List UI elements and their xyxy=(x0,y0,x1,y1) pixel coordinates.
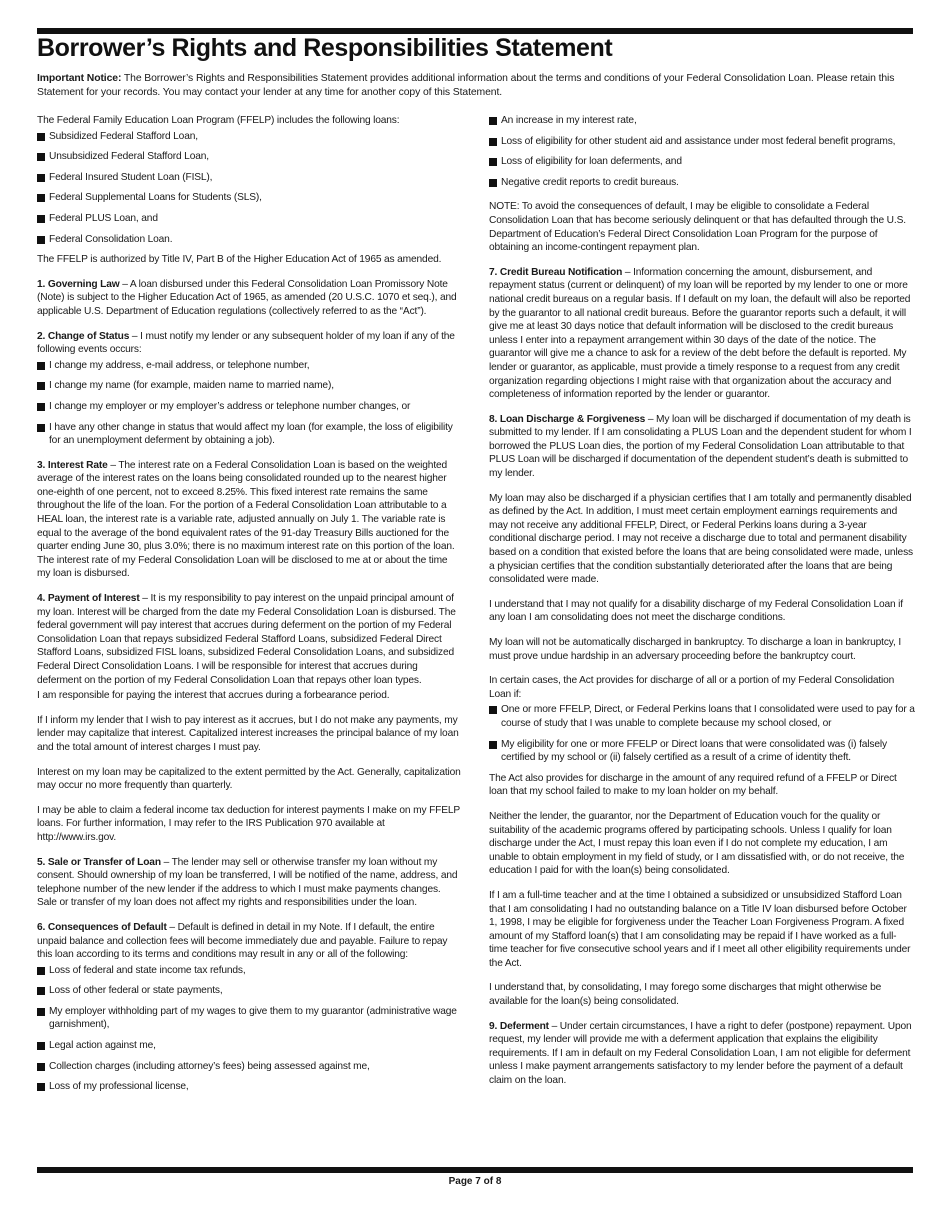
list-item: My eligibility for one or more FFELP or Direct loans that were consolidated was (i) falsely certified by my school or (ii) falsely certified as a result of a crime of identity theft. xyxy=(489,738,915,765)
status-events-list xyxy=(37,359,463,448)
list-item: Loss of eligibility for loan deferments, and xyxy=(489,155,915,169)
section-heading: 3. Interest Rate xyxy=(37,459,108,471)
important-notice xyxy=(37,72,913,100)
section-heading: 1. Governing Law xyxy=(37,278,120,290)
page-number: Page 7 of 8 xyxy=(448,1176,502,1187)
bottom-rule xyxy=(37,1167,913,1173)
paragraph: I may be able to claim a federal income tax deduction for interest payments I make on my FFELP loans. For further information, I may refer to the IRS Publication 970 available at http://www.irs.gov. xyxy=(37,804,460,843)
paragraph: If I am a full-time teacher and at the time I obtained a subsidized or unsubsidized Stafford Loan that I am consolidating I had no outstanding balance on a Title IV loan disbursed before October 1, 1998, I may be eligible for forgiveness under the Teacher Loan Forgiveness Program. A fixed amount of my Stafford loan(s) that I am consolidating may be repaid if I have worked as a full-time teacher for five consecutive school years and if I meet all other eligibility requirements under the Act. xyxy=(489,889,911,969)
list-item: I have any other change in status that would affect my loan (for example, the loss of eligibility for an unemployment deferment by obtaining a job). xyxy=(37,421,463,448)
list-item: Loss of eligibility for other student aid and assistance under most federal benefit programs, xyxy=(489,135,915,149)
paragraph: Neither the lender, the guarantor, nor the Department of Education vouch for the quality or suitability of the academic programs offered by participating schools. Unless I qualify for loan discharge under the Act, I must repay this loan even if I do not complete my education, I am unable to obtain employment in my field of study, or I am dissatisfied with, or do not receive, the education I paid for with the loan(s) being consolidated. xyxy=(489,810,905,877)
paragraph: I understand that, by consolidating, I may forego some discharges that might otherwise be available for the loan(s) being consolidated. xyxy=(489,982,882,1008)
list-item: Loss of federal and state income tax refunds, xyxy=(37,964,463,978)
section-change-of-status: 2. Change of Status – I must notify my lender or any subsequent holder of my loan if any of the following events occurs: xyxy=(37,330,455,356)
section-payment-of-interest: 4. Payment of Interest – It is my responsibility to pay interest on the unpaid principal amount of my loan. Interest will be charged from the date my Federal Consolidation Loan is disbursed. The federal government will pay interest that accrues during deferment on the portion of my Federal Consolidation Loan that repays subsidized Federal Stafford Loans, subsidized Federal Direct Stafford Loans, subsidized FISL loans, subsidized Federal Consolidation Loans, and subsidized Federal Direct Consolidation Loans. I will be responsible for interest that accrues during deferment on the portion of my Federal Consolidation Loan that repays other loan types. xyxy=(37,593,456,686)
paragraph: In certain cases, the Act provides for discharge of all or a portion of my Federal Consolidation Loan if: xyxy=(489,675,895,700)
list-item: Legal action against me, xyxy=(37,1039,463,1053)
section-heading: 4. Payment of Interest xyxy=(37,593,140,605)
section-deferment: 9. Deferment – Under certain circumstances, I have a right to defer (postpone) repayment. Upon request, my lender will provide me with a deferment application that explains the eligibility requirements. If I am in default on my Federal Consolidation Loan, I am not eligible for deferment unless I make payment arrangements satisfactory to my lender before the payment of a default claim on the loan. xyxy=(489,1020,912,1087)
section-heading: 8. Loan Discharge & Forgiveness xyxy=(489,413,646,425)
section-sale-or-transfer: 5. Sale or Transfer of Loan – The lender may sell or otherwise transfer my loan without my consent. Should ownership of my loan be transferred, I will be notified of the name, address, and telephone number of the new lender if the address to which I must make payments changes. Sale or transfer of my loan does not affect my rights and responsibilities under the loan. xyxy=(37,856,458,909)
section-heading: 9. Deferment xyxy=(489,1020,549,1032)
paragraph: Interest on my loan may be capitalized to the extent permitted by the Act. Generally, capitalization may occur no more frequently than quarterly. xyxy=(37,766,461,792)
section-loan-discharge: 8. Loan Discharge & Forgiveness – My loan will be discharged if documentation of my death is submitted to my lender. If I am consolidating a PLUS Loan and the dependent student for whom I borrowed the PLUS Loan dies, the portion of my Federal Consolidation Loan attributable to that PLUS Loan will be discharged if documentation of the dependent student’s death is submitted to my lender. xyxy=(489,413,912,480)
list-item: Federal Insured Student Loan (FISL), xyxy=(37,171,463,185)
paragraph: I am responsible for paying the interest that accrues during a forbearance period. xyxy=(37,690,390,702)
list-item: Collection charges (including attorney’s fees) being assessed against me, xyxy=(37,1060,463,1074)
loan-types-list xyxy=(37,130,463,247)
paragraph: If I inform my lender that I wish to pay interest as it accrues, but I do not make any payments, my lender may capitalize that interest. Capitalized interest increases the principal balance of my loan and the total amount of interest charges I must pay. xyxy=(37,714,459,753)
section-heading: 2. Change of Status xyxy=(37,330,130,342)
left-column xyxy=(37,114,463,1101)
list-item: I change my employer or my employer’s address or telephone number changes, or xyxy=(37,400,463,414)
default-note: NOTE: To avoid the consequences of default, I may be eligible to consolidate a Federal Consolidation Loan that has become seriously delinquent or that has defaulted through the U.S. Department of Education’s Federal Direct Consolidation Loan Program for the purpose of obtaining an income-contingent repayment plan. xyxy=(489,201,906,254)
notice-label: Important Notice: xyxy=(37,73,122,84)
paragraph: I understand that I may not qualify for a disability discharge of my Federal Consolidation Loan if any loan I am consolidating does not meet the discharge conditions. xyxy=(489,598,903,624)
section-credit-bureau: 7. Credit Bureau Notification – Information concerning the amount, disbursement, and repayment status (current or delinquent) of my loan will be reported by my lender to one or more national credit bureaus on a regular basis. If I default on my loan, the default will also be reported by the guarantor to all national credit bureaus. Before the guarantor reports such a default, it will give me at least 30 days notice that default information will be disclosed to the credit bureaus unless I enter into a repayment arrangement within 30 days of the date of the notice. The guarantor will give me a chance to ask for a review of the debt before the default is reported. My lender or guarantor, as applicable, must provide a timely response to a request from any credit organization regarding objections I might raise with that organization about the accuracy and completeness of information reported by the lender or guarantor. xyxy=(489,266,911,401)
list-item: My employer withholding part of my wages to give them to my guarantor (administrative wage garnishment), xyxy=(37,1005,463,1032)
section-heading: 7. Credit Bureau Notification xyxy=(489,266,623,278)
list-item: Loss of my professional license, xyxy=(37,1080,463,1094)
list-item: I change my address, e-mail address, or telephone number, xyxy=(37,359,463,373)
section-governing-law: 1. Governing Law – A loan disbursed under this Federal Consolidation Loan Promissory Note (Note) is subject to the Higher Education Act of 1965, as amended (20 U.S.C. 1070 et seq.), and applicable U.S. Department of Education regulations (collectively referred to as the “Act”). xyxy=(37,278,457,317)
right-column xyxy=(489,114,915,1095)
paragraph: The Act also provides for discharge in the amount of any required refund of a FFELP or Direct loan that my school failed to make to my loan holder on my behalf. xyxy=(489,772,897,798)
discharge-conditions-list xyxy=(489,703,915,764)
list-item: Federal Supplemental Loans for Students (SLS), xyxy=(37,191,463,205)
notice-text: The Borrower’s Rights and Responsibilities Statement provides additional information about the terms and conditions of your Federal Consolidation Loan. Please retain this Statement for your records. You may contact your lender at any time for another copy of this Statement. xyxy=(37,73,895,98)
list-item: Negative credit reports to credit bureaus. xyxy=(489,176,915,190)
paragraph: My loan may also be discharged if a physician certifies that I am totally and permanently disabled as defined by the Act. In addition, I must meet certain employment earnings requirements and may not receive any additional FFELP, Direct, or Federal Perkins loans during a 3-year conditional discharge period. I may not receive a discharge due to total and permanent disability based on a condition that existed before the loans that are being consolidated were made, unless a physician certifies that the condition substantially deteriorated after the loans that are being consolidated were made. xyxy=(489,492,913,586)
paragraph: My loan will not be automatically discharged in bankruptcy. To discharge a loan in bankruptcy, I must prove undue hardship in an adversary proceeding before the bankruptcy court. xyxy=(489,637,902,662)
ffelp-intro: The Federal Family Education Loan Program (FFELP) includes the following loans: xyxy=(37,115,400,126)
section-heading: 5. Sale or Transfer of Loan xyxy=(37,856,161,868)
ffelp-authorization: The FFELP is authorized by Title IV, Part B of the Higher Education Act of 1965 as amended. xyxy=(37,254,442,266)
list-item: Federal PLUS Loan, and xyxy=(37,212,463,226)
list-item: Federal Consolidation Loan. xyxy=(37,233,463,247)
default-consequences-list-continued xyxy=(489,114,915,189)
list-item: Unsubsidized Federal Stafford Loan, xyxy=(37,150,463,164)
section-heading: 6. Consequences of Default xyxy=(37,921,167,933)
list-item: Loss of other federal or state payments, xyxy=(37,984,463,998)
section-consequences-of-default: 6. Consequences of Default – Default is defined in detail in my Note. If I default, the entire unpaid balance and collection fees will become immediately due and payable. Failure to repay this loan according to its terms and conditions may result in any or all of the following: xyxy=(37,921,448,961)
default-consequences-list xyxy=(37,964,463,1094)
section-interest-rate: 3. Interest Rate – The interest rate on a Federal Consolidation Loan is based on the weighted average of the interest rates on the loans being consolidated rounded up to the nearest higher one-eighth of one percent, not to exceed 8.25%. This fixed interest rate remains the same throughout the life of the loan. For the portion of a Federal Consolidation Loan attributable to a HEAL loan, the interest rate is a variable rate, adjusted annually on July 1. The variable rate is equal to the average of the bond equivalent rates of the 91-day Treasury Bills auctioned for the quarter ending June 30, plus 3.0%; there is no maximum interest rate on this portion of the loan. The interest rate of my Federal Consolidation Loan will be disclosed to me at or about the time my loan is disbursed. xyxy=(37,459,455,580)
list-item: I change my name (for example, maiden name to married name), xyxy=(37,379,463,393)
list-item: An increase in my interest rate, xyxy=(489,114,915,128)
list-item: One or more FFELP, Direct, or Federal Perkins loans that I consolidated were used to pay for a course of study that I was unable to complete because my school closed, or xyxy=(489,703,915,730)
list-item: Subsidized Federal Stafford Loan, xyxy=(37,130,463,144)
page-title: Borrower’s Rights and Responsibilities Statement xyxy=(37,34,613,62)
